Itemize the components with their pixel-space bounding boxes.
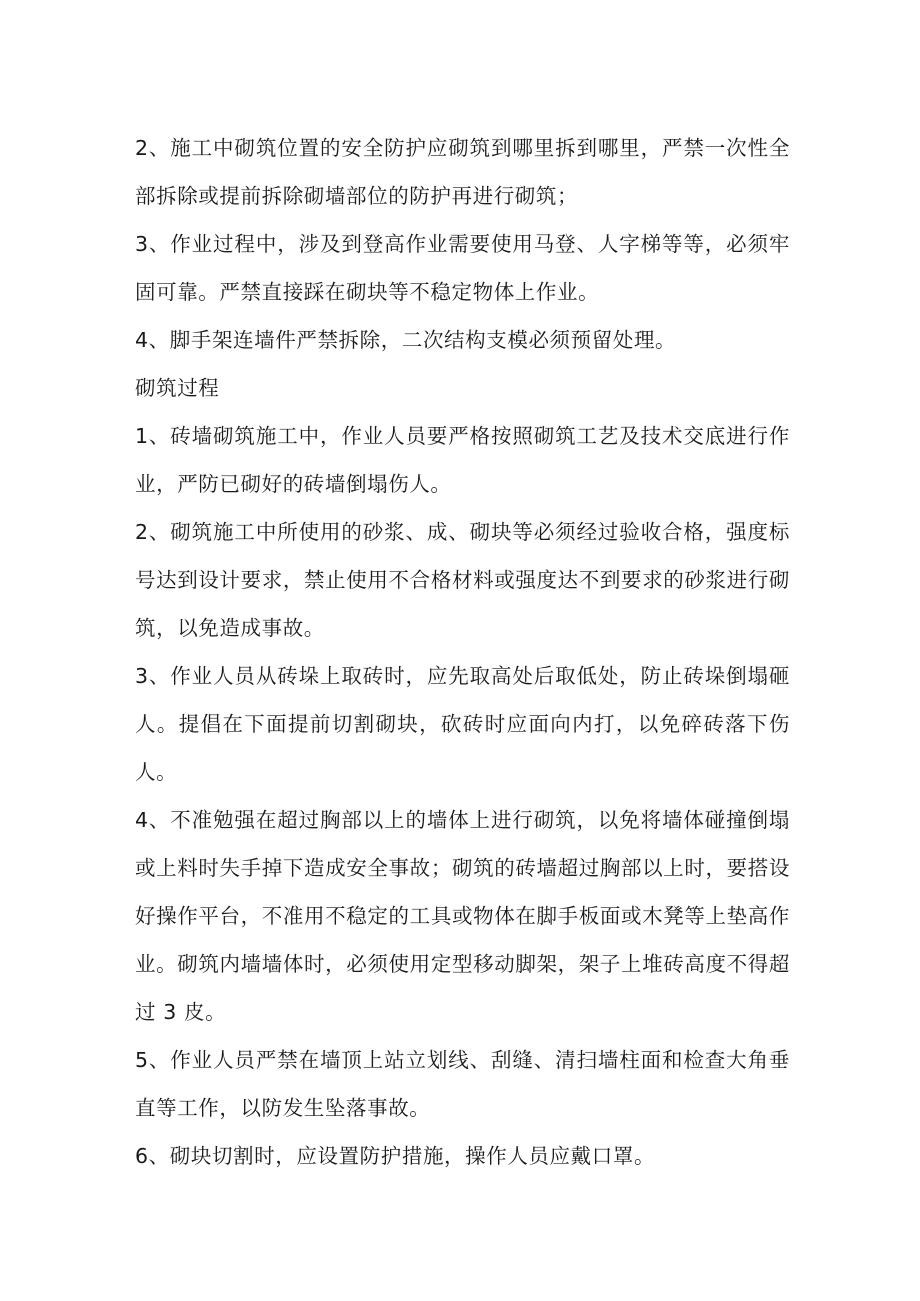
- section-item-5: 5、作业人员严禁在墙顶上站立划线、刮缝、清扫墙柱面和检查大角垂直等工作，以防发生坠落事故。: [135, 1048, 790, 1120]
- section-heading: 砌筑过程: [135, 376, 220, 400]
- section-item-3: 3、作业人员从砖垛上取砖时，应先取高处后取低处，防止砖垛倒塌砸人。提倡在下面提前切割砌块，砍砖时应面向内打，以免碎砖落下伤人。: [135, 664, 790, 784]
- paragraph-item-4: 4、脚手架连墙件严禁拆除，二次结构支模必须预留处理。: [135, 328, 677, 352]
- paragraph-item-2: 2、施工中砌筑位置的安全防护应砌筑到哪里拆到哪里，严禁一次性全部拆除或提前拆除砌墙部位的防护再进行砌筑；: [135, 136, 790, 208]
- section-item-1: 1、砖墙砌筑施工中，作业人员要严格按照砌筑工艺及技术交底进行作业，严防已砌好的砖墙倒塌伤人。: [135, 424, 790, 496]
- section-item-6: 6、砌块切割时，应设置防护措施，操作人员应戴口罩。: [135, 1144, 656, 1168]
- section-item-2: 2、砌筑施工中所使用的砂浆、成、砌块等必须经过验收合格，强度标号达到设计要求，禁止使用不合格材料或强度达不到要求的砂浆进行砌筑，以免造成事故。: [135, 520, 790, 640]
- document-body: [135, 124, 790, 1180]
- section-item-4: 4、不准勉强在超过胸部以上的墙体上进行砌筑，以免将墙体碰撞倒塌或上料时失手掉下造成安全事故；砌筑的砖墙超过胸部以上时，要搭设好操作平台，不准用不稳定的工具或物体在脚手板面或木凳等上垫高作业。砌筑内墙墙体时，必须使用定型移动脚架，架子上堆砖高度不得超过 3 皮。: [135, 808, 790, 1024]
- paragraph-item-3: 3、作业过程中，涉及到登高作业需要使用马登、人字梯等等，必须牢固可靠。严禁直接踩在砌块等不稳定物体上作业。: [135, 232, 790, 304]
